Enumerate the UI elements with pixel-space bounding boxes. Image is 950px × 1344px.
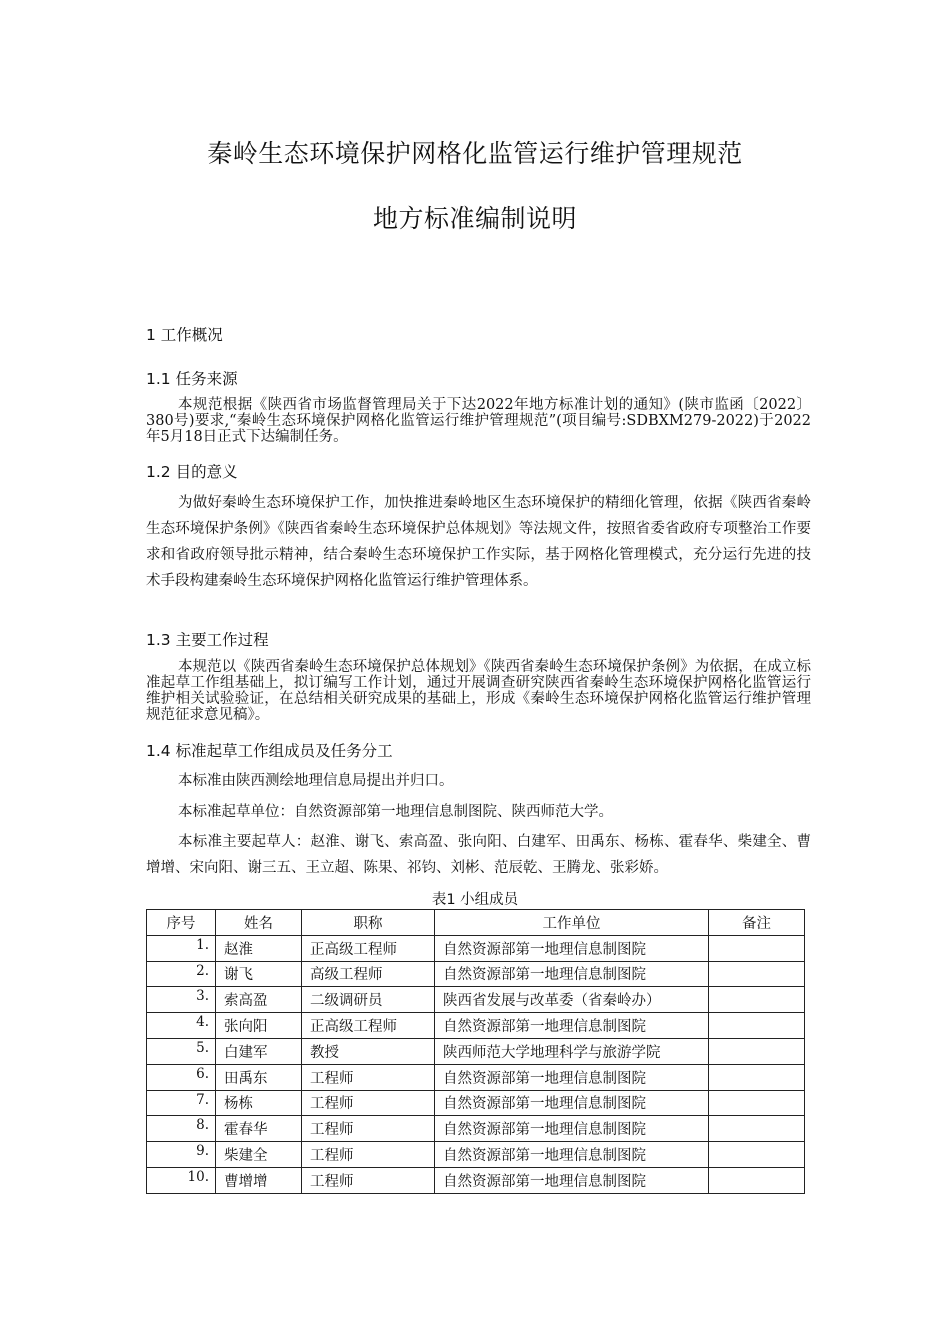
header-index: 序号 xyxy=(147,910,216,936)
cell-index: 4. xyxy=(147,1013,216,1039)
cell-name: 霍春华 xyxy=(216,1116,302,1142)
cell-name: 白建军 xyxy=(216,1038,302,1064)
cell-remarks xyxy=(709,935,805,961)
members-table xyxy=(146,909,805,1194)
table-row xyxy=(147,1013,805,1039)
cell-name: 田禹东 xyxy=(216,1064,302,1090)
cell-remarks xyxy=(709,1064,805,1090)
document-title-line2: 地方标准编制说明 xyxy=(372,204,577,233)
cell-name: 赵淮 xyxy=(216,935,302,961)
cell-organization: 陕西省发展与改革委（省秦岭办） xyxy=(435,987,709,1013)
cell-title: 正高级工程师 xyxy=(302,1013,435,1039)
cell-organization: 自然资源部第一地理信息制图院 xyxy=(435,1167,709,1193)
table-header-row xyxy=(147,910,805,936)
cell-remarks xyxy=(709,987,805,1013)
cell-title: 教授 xyxy=(302,1038,435,1064)
section-heading-1-2: 1.2 目的意义 xyxy=(146,463,238,481)
section-heading-1-3: 1.3 主要工作过程 xyxy=(146,631,269,649)
paragraph-drafting-units: 本标准起草单位：自然资源部第一地理信息制图院、陕西师范大学。 xyxy=(178,804,613,820)
table-caption: 表1 小组成员 xyxy=(431,892,519,908)
cell-title: 二级调研员 xyxy=(302,987,435,1013)
cell-title: 工程师 xyxy=(302,1142,435,1168)
cell-remarks xyxy=(709,1038,805,1064)
cell-organization: 自然资源部第一地理信息制图院 xyxy=(435,935,709,961)
header-name: 姓名 xyxy=(216,910,302,936)
table-row xyxy=(147,961,805,987)
cell-title: 工程师 xyxy=(302,1116,435,1142)
cell-title: 工程师 xyxy=(302,1090,435,1116)
table-row xyxy=(147,935,805,961)
cell-organization: 自然资源部第一地理信息制图院 xyxy=(435,961,709,987)
paragraph-task-source: 本规范根据《陕西省市场监督管理局关于下达2022年地方标准计划的通知》(陕市监函〔2022〕380号)要求,“秦岭生态环境保护网格化监管运行维护管理规范”(项目编号:SDBXM279-2022)于2022年5月18日正式下达编制任务。 xyxy=(146,397,811,445)
cell-index: 9. xyxy=(147,1142,216,1168)
cell-remarks xyxy=(709,961,805,987)
table-row xyxy=(147,987,805,1013)
table-row xyxy=(147,1116,805,1142)
paragraph-drafters: 本标准主要起草人：赵淮、谢飞、索高盈、张向阳、白建军、田禹东、杨栋、霍春华、柴建全、曹增增、宋向阳、谢三五、王立超、陈果、祁钧、刘彬、范辰乾、王腾龙、张彩娇。 xyxy=(146,834,811,876)
cell-index: 5. xyxy=(147,1038,216,1064)
cell-index: 3. xyxy=(147,987,216,1013)
cell-organization: 陕西师范大学地理科学与旅游学院 xyxy=(435,1038,709,1064)
cell-title: 工程师 xyxy=(302,1167,435,1193)
cell-index: 10. xyxy=(147,1167,216,1193)
cell-remarks xyxy=(709,1167,805,1193)
cell-organization: 自然资源部第一地理信息制图院 xyxy=(435,1013,709,1039)
cell-organization: 自然资源部第一地理信息制图院 xyxy=(435,1142,709,1168)
table-row xyxy=(147,1167,805,1193)
cell-index: 1. xyxy=(147,935,216,961)
cell-name: 杨栋 xyxy=(216,1090,302,1116)
cell-name: 柴建全 xyxy=(216,1142,302,1168)
table-row xyxy=(147,1090,805,1116)
header-remarks: 备注 xyxy=(709,910,805,936)
paragraph-proposer: 本标准由陕西测绘地理信息局提出并归口。 xyxy=(178,773,454,789)
table-row xyxy=(147,1142,805,1168)
cell-index: 6. xyxy=(147,1064,216,1090)
table-row xyxy=(147,1038,805,1064)
header-organization: 工作单位 xyxy=(435,910,709,936)
cell-remarks xyxy=(709,1013,805,1039)
header-title: 职称 xyxy=(302,910,435,936)
cell-title: 工程师 xyxy=(302,1064,435,1090)
paragraph-purpose: 为做好秦岭生态环境保护工作，加快推进秦岭地区生态环境保护的精细化管理，依据《陕西省秦岭生态环境保护条例》《陕西省秦岭生态环境保护总体规划》等法规文件，按照省委省政府专项整治工作要求和省政府领导批示精神，结合秦岭生态环境保护工作实际，基于网格化管理模式，充分运行先进的技术手段构建秦岭生态环境保护网格化监管运行维护管理体系。 xyxy=(146,495,811,589)
cell-organization: 自然资源部第一地理信息制图院 xyxy=(435,1090,709,1116)
cell-index: 7. xyxy=(147,1090,216,1116)
cell-remarks xyxy=(709,1116,805,1142)
cell-title: 高级工程师 xyxy=(302,961,435,987)
cell-index: 2. xyxy=(147,961,216,987)
cell-remarks xyxy=(709,1142,805,1168)
cell-name: 谢飞 xyxy=(216,961,302,987)
section-heading-1-4: 1.4 标准起草工作组成员及任务分工 xyxy=(146,742,393,760)
paragraph-work-process: 本规范以《陕西省秦岭生态环境保护总体规划》《陕西省秦岭生态环境保护条例》为依据，在成立标准起草工作组基础上，拟订编写工作计划，通过开展调查研究陕西省秦岭生态环境保护网格化监管运行维护相关试验验证，在总结相关研究成果的基础上，形成《秦岭生态环境保护网格化监管运行维护管理规范征求意见稿》。 xyxy=(146,659,811,723)
cell-name: 索高盈 xyxy=(216,987,302,1013)
section-heading-1-1: 1.1 任务来源 xyxy=(146,370,238,388)
cell-organization: 自然资源部第一地理信息制图院 xyxy=(435,1064,709,1090)
cell-title: 正高级工程师 xyxy=(302,935,435,961)
cell-index: 8. xyxy=(147,1116,216,1142)
cell-remarks xyxy=(709,1090,805,1116)
document-title-line1: 秦岭生态环境保护网格化监管运行维护管理规范 xyxy=(207,139,743,168)
section-heading-1: 1 工作概况 xyxy=(146,326,223,344)
table-row xyxy=(147,1064,805,1090)
cell-organization: 自然资源部第一地理信息制图院 xyxy=(435,1116,709,1142)
cell-name: 曹增增 xyxy=(216,1167,302,1193)
cell-name: 张向阳 xyxy=(216,1013,302,1039)
